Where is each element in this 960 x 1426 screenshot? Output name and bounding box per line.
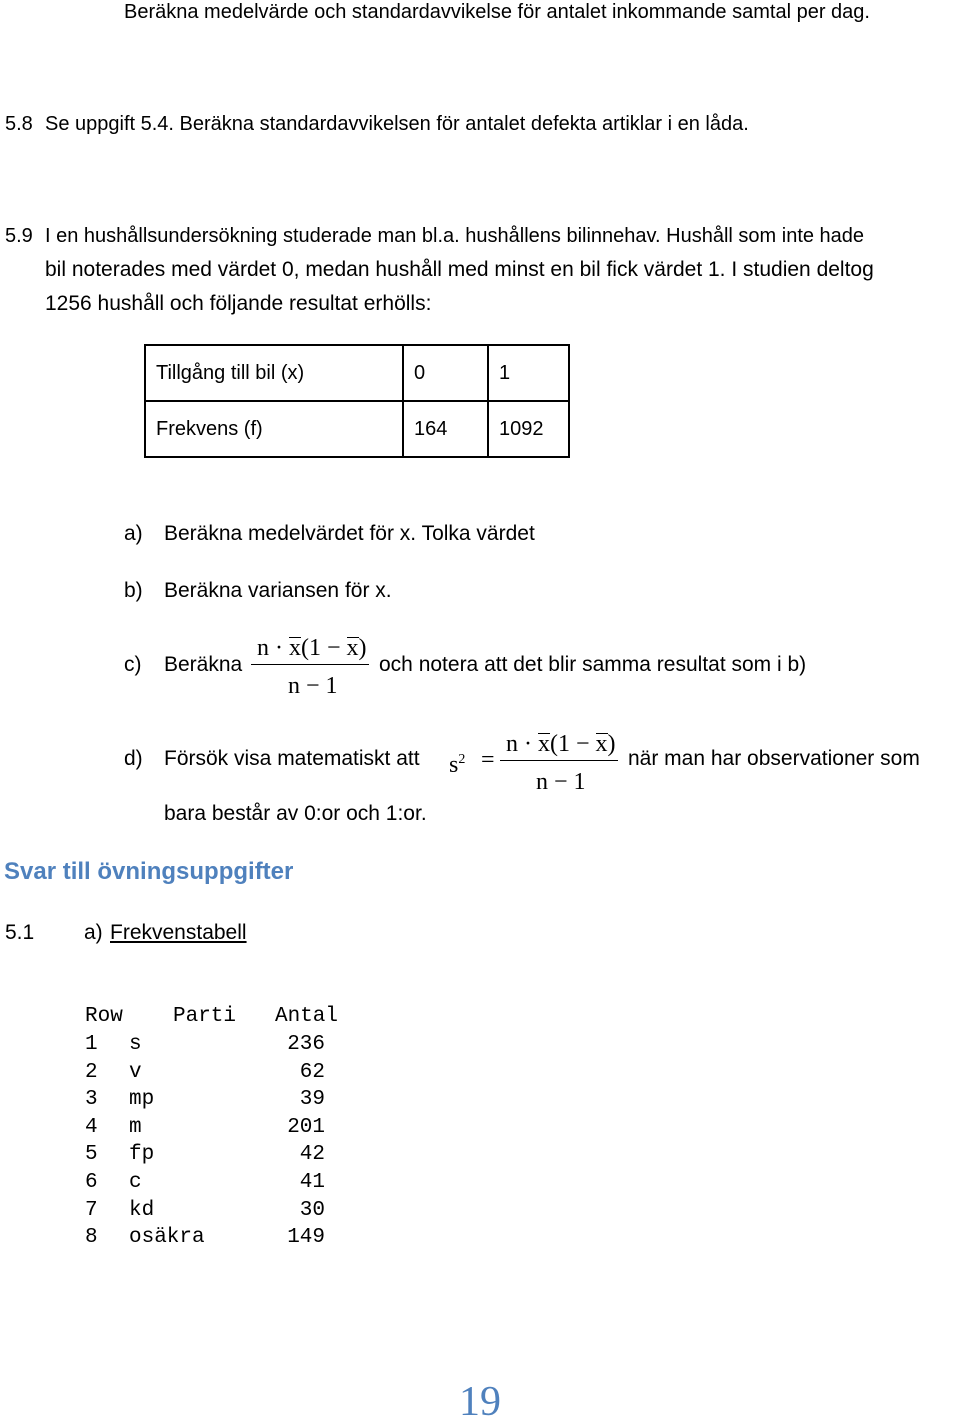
table-row-frequency	[145, 401, 569, 457]
formula-symbol: 1	[325, 673, 338, 699]
task-5-9-line2: bil noterades med värdet 0, medan hushåll med minst en bil fick värdet 1. I studien deltog	[45, 258, 874, 281]
task-5-9-line3: 1256 hushåll och följande resultat erhölls:	[45, 292, 432, 315]
subtask-c-pre: Beräkna	[164, 653, 243, 676]
answer-item-title	[110, 920, 247, 946]
table-cell-value: 1092	[488, 401, 569, 457]
formula-symbol: x	[346, 635, 359, 661]
column-header-parti: Parti	[173, 1004, 237, 1028]
formula-symbol: )	[607, 731, 616, 757]
cell-antal: 30	[299, 1198, 325, 1222]
cell-antal: 149	[287, 1226, 325, 1250]
subtask-d-pre: Försök visa matematiskt att	[164, 747, 420, 770]
table-cell-value: 1	[488, 345, 569, 401]
cell-antal: 236	[287, 1033, 325, 1056]
task-5-9-number: 5.9	[5, 225, 33, 247]
table-cell-value: 0	[403, 345, 488, 401]
equals-sign: =	[481, 747, 495, 773]
cell-row: 5	[85, 1143, 98, 1167]
cell-row: 4	[85, 1115, 98, 1139]
answer-item-number: 5.1	[5, 921, 35, 944]
table-row-access	[145, 345, 569, 401]
task-5-8-text: Se uppgift 5.4. Beräkna standardavvikelsen för antalet defekta artiklar i en låda.	[45, 113, 749, 135]
intro-line: Beräkna medelvärde och standardavvikelse för antalet inkommande samtal per dag.	[124, 1, 870, 23]
formula-symbol: n	[257, 635, 269, 661]
subtask-d-line2: bara består av 0:or och 1:or.	[164, 802, 427, 825]
page-number: 19	[459, 1379, 501, 1425]
cell-parti: mp	[129, 1088, 155, 1112]
subtask-d-post: när man har observationer som	[628, 747, 920, 770]
table-cell-label: Tillgång till bil (x)	[145, 345, 403, 401]
column-header-row: Row	[85, 1004, 123, 1028]
subtask-a-letter: a)	[124, 522, 143, 545]
car-ownership-table	[144, 344, 570, 458]
cell-antal: 62	[299, 1060, 325, 1084]
freq-table-header	[85, 975, 339, 1030]
column-header-antal: Antal	[275, 1004, 339, 1028]
cell-row: 8	[85, 1226, 98, 1250]
formula-d-denominator	[536, 768, 586, 796]
task-5-9-line1: I en hushållsundersökning studerade man bl.a. hushållens bilinnehav. Hushåll som inte hade	[45, 225, 865, 247]
formula-symbol: n	[506, 731, 518, 757]
cell-antal: 201	[287, 1115, 325, 1139]
cell-parti: osäkra	[129, 1226, 205, 1250]
cell-row: 6	[85, 1171, 98, 1194]
cell-parti: c	[129, 1171, 142, 1194]
fraction-bar	[500, 760, 618, 761]
answers-heading: Svar till övningsuppgifter	[4, 858, 294, 885]
answer-item-label: a)	[84, 921, 103, 944]
subtask-d-letter: d)	[124, 747, 143, 770]
minus-operator: −	[300, 673, 326, 699]
formula-symbol: )	[358, 635, 367, 661]
cell-antal: 41	[299, 1171, 325, 1194]
formula-c-denominator	[288, 672, 338, 700]
formula-exponent: 2	[458, 752, 466, 767]
formula-symbol: x	[289, 635, 301, 661]
cell-parti: kd	[129, 1198, 155, 1222]
cell-antal: 39	[299, 1088, 325, 1112]
formula-symbol: s	[449, 752, 459, 778]
formula-d-numerator	[506, 730, 616, 758]
formula-symbol: n	[536, 769, 548, 795]
table-cell-value: 164	[403, 401, 488, 457]
formula-d-lhs	[449, 746, 465, 779]
cell-row: 3	[85, 1088, 98, 1112]
task-5-8-number: 5.8	[5, 113, 33, 135]
cell-parti: v	[129, 1060, 142, 1084]
cell-parti: m	[129, 1115, 142, 1139]
formula-symbol: (1	[550, 731, 570, 757]
subtask-b-letter: b)	[124, 579, 143, 602]
cell-antal: 42	[299, 1143, 325, 1167]
formula-symbol: x	[595, 731, 608, 757]
cell-row: 7	[85, 1198, 98, 1222]
subtask-c-letter: c)	[124, 653, 142, 676]
cell-row: 2	[85, 1060, 98, 1084]
subtask-b-text: Beräkna variansen för x.	[164, 579, 392, 602]
subtask-c-post: och notera att det blir samma resultat som i b)	[379, 653, 807, 676]
answer-item-title-text: Frekvenstabell	[110, 921, 247, 944]
formula-c-numerator	[257, 634, 367, 662]
minus-operator: −	[321, 635, 347, 661]
subtask-a-text: Beräkna medelvärdet för x. Tolka värdet	[164, 522, 535, 545]
formula-symbol: x	[538, 731, 550, 757]
formula-symbol: n	[288, 673, 300, 699]
formula-symbol: 1	[573, 769, 586, 795]
table-cell-label: Frekvens (f)	[145, 401, 403, 457]
cell-parti: fp	[129, 1143, 155, 1167]
minus-operator: −	[548, 769, 574, 795]
fraction-bar	[251, 664, 369, 665]
cell-parti: s	[129, 1033, 142, 1056]
cell-row: 1	[85, 1033, 98, 1056]
dot-operator: ·	[518, 731, 538, 757]
dot-operator: ·	[269, 635, 289, 661]
minus-operator: −	[570, 731, 596, 757]
formula-symbol: (1	[301, 635, 321, 661]
